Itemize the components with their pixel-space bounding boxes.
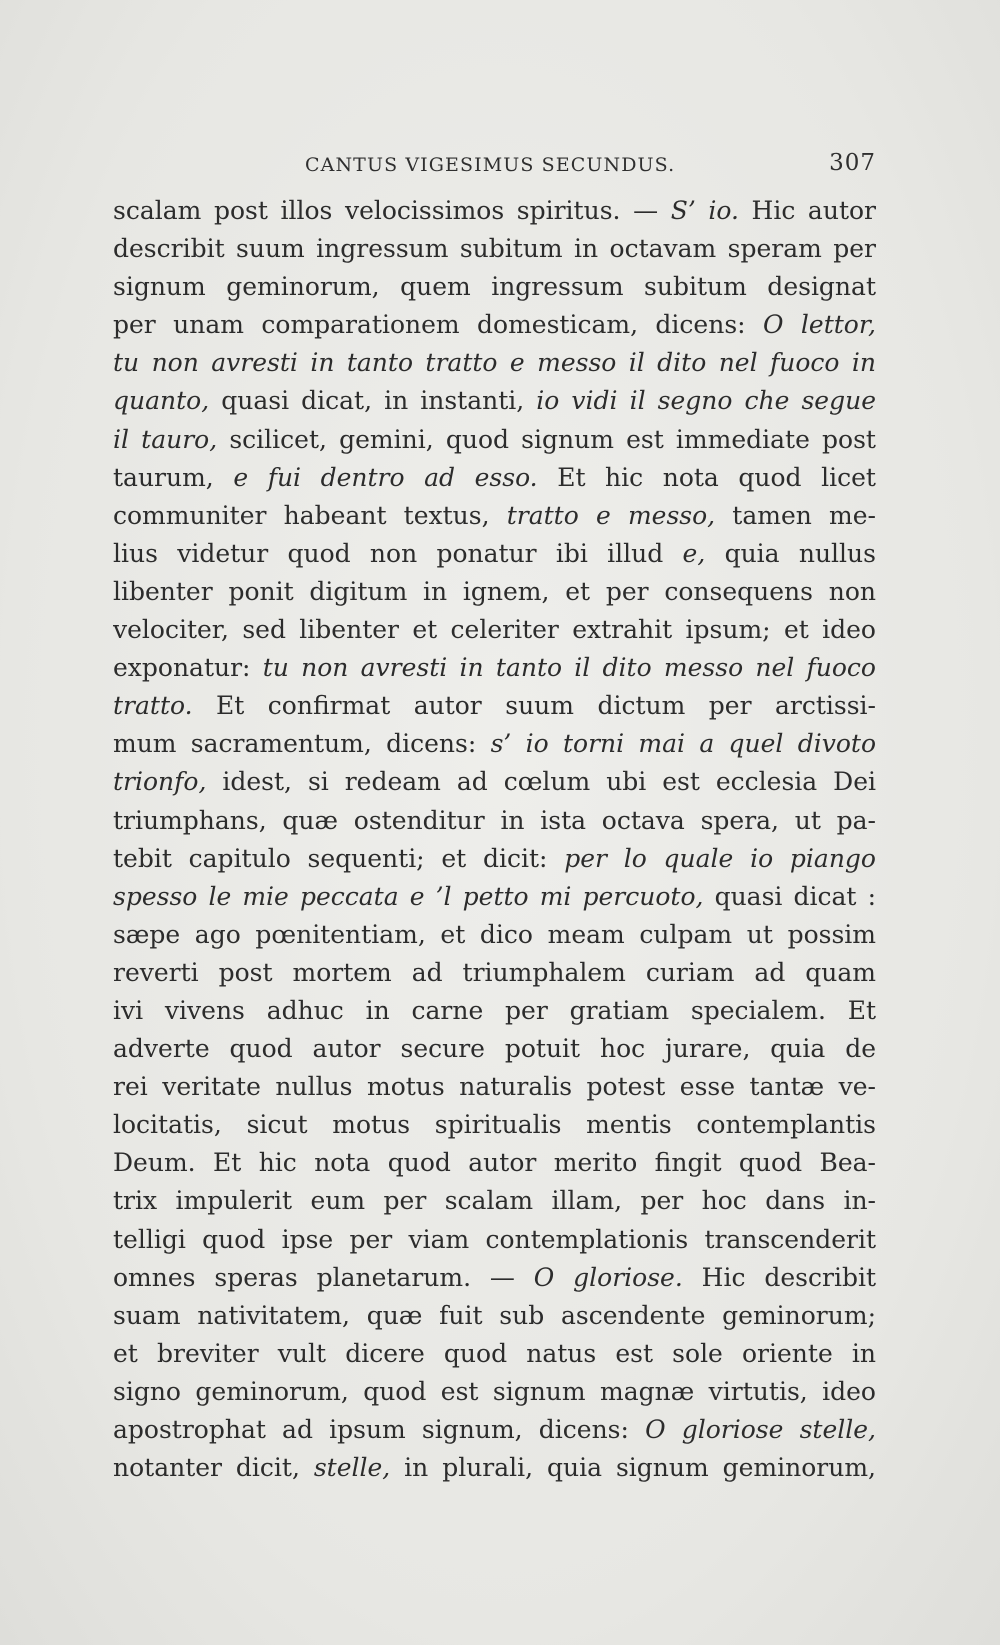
text-segment: apostrophat ad ipsum signum, dicens: [113, 1415, 646, 1444]
text-segment: omnes speras planetarum. — [113, 1262, 534, 1292]
text-line [113, 1373, 876, 1411]
text-line [113, 1335, 876, 1373]
text-segment: adverte quod autor secure potuit hoc jurare, quia de [113, 1034, 876, 1064]
italic-segment: e fui dentro ad esso. [233, 462, 538, 492]
text-line [113, 1106, 876, 1144]
text-line [113, 230, 876, 268]
text-segment: describit suum ingressum subitum in octavam speram per [113, 234, 876, 264]
text-line [113, 916, 876, 954]
text-line [113, 382, 876, 420]
text-segment: signo geminorum, quod est signum magnæ virtutis, ideo [113, 1376, 876, 1406]
text-segment: exponatur: [113, 653, 263, 683]
text-segment: Et hic nota quod licet [537, 462, 876, 492]
text-segment: mum sacramentum, dicens: [113, 729, 491, 759]
text-line [113, 992, 876, 1030]
text-segment: et breviter vult dicere quod natus est sole oriente in [113, 1338, 876, 1368]
text-segment: scilicet, gemini, quod signum est immediate post [217, 424, 876, 454]
italic-segment: e, [682, 538, 706, 568]
text-line [113, 1030, 876, 1068]
text-segment: lius videtur quod non ponatur ibi illud [113, 538, 683, 568]
text-segment: telligi quod ipse per viam contemplationis transcenderit [113, 1224, 876, 1254]
running-header [113, 146, 876, 186]
text-line [113, 1297, 876, 1335]
text-segment: tebit capitulo sequenti; et dicit: [113, 843, 565, 873]
text-line [113, 725, 876, 763]
italic-segment: io vidi il segno che segue [536, 386, 876, 416]
text-segment: Et confirmat autor suum dictum per arctissi- [192, 691, 876, 721]
text-line [113, 878, 876, 916]
text-segment: sæpe ago pœnitentiam, et dico meam culpam ut possim [113, 919, 876, 949]
text-line [113, 649, 876, 687]
text-line [113, 1068, 876, 1106]
text-line [113, 1449, 876, 1487]
text-line [113, 344, 876, 382]
text-line [113, 192, 876, 230]
text-segment: ivi vivens adhuc in carne per gratiam specialem. Et [113, 995, 876, 1025]
text-line [113, 1259, 876, 1297]
text-segment: Hic describit [682, 1262, 876, 1292]
text-line [113, 1144, 876, 1182]
text-segment: suam nativitatem, quæ fuit sub ascendente geminorum; [113, 1300, 876, 1330]
text-segment: libenter ponit digitum in ignem, et per consequens non [113, 576, 876, 606]
italic-segment: O gloriose. [533, 1262, 683, 1292]
text-segment: scalam post illos velocissimos spiritus. — [113, 196, 671, 225]
text-line [113, 421, 876, 459]
text-segment: taurum, [113, 462, 234, 492]
text-line [113, 687, 876, 725]
italic-segment: stelle, [313, 1453, 391, 1483]
italic-segment: tu non avresti in tanto tratto e messo il dito nel fuoco in [113, 348, 876, 378]
text-line [113, 611, 876, 649]
body-text [113, 192, 876, 1487]
text-segment: reverti post mortem ad triumphalem curiam ad quam [113, 957, 876, 987]
text-segment: triumphans, quæ ostenditur in ista octava spera, ut pa- [113, 805, 876, 835]
text-line [113, 268, 876, 306]
text-segment: notanter dicit, [113, 1453, 314, 1483]
italic-segment: O gloriose stelle, [645, 1415, 876, 1444]
italic-segment: tratto e messo, [506, 500, 716, 530]
text-segment: in plurali, quia signum geminorum, [390, 1453, 876, 1483]
italic-segment: s’ io torni mai a quel divoto [490, 729, 876, 759]
text-line [113, 306, 876, 344]
text-line [113, 535, 876, 573]
text-line [113, 954, 876, 992]
text-line [113, 573, 876, 611]
italic-segment: quanto, [113, 386, 210, 416]
text-segment: rei veritate nullus motus naturalis potest esse tantæ ve- [113, 1072, 876, 1102]
italic-segment: S’ io. [670, 196, 739, 225]
text-segment: Hic autor [738, 196, 876, 225]
text-segment: Deum. Et hic nota quod autor merito fingit quod Bea- [113, 1148, 876, 1178]
text-line [113, 802, 876, 840]
text-line [113, 1221, 876, 1259]
text-segment: velociter, sed libenter et celeriter extrahit ipsum; et ideo [113, 615, 876, 645]
text-segment: tamen me- [715, 500, 876, 530]
text-line [113, 459, 876, 497]
text-segment: quia nullus [705, 538, 876, 568]
text-segment: signum geminorum, quem ingressum subitum designat [113, 272, 876, 302]
text-line [113, 1182, 876, 1220]
italic-segment: O lettor, [763, 310, 876, 340]
text-segment: idest, si redeam ad cœlum ubi est ecclesia Dei [206, 767, 876, 797]
running-title: CANTUS VIGESIMUS SECUNDUS. [305, 154, 676, 176]
italic-segment: tratto. [113, 691, 193, 721]
text-line [113, 763, 876, 801]
italic-segment: trionfo, [113, 767, 207, 797]
text-segment: quasi dicat : [703, 881, 876, 911]
text-segment: locitatis, sicut motus spiritualis mentis contemplantis [113, 1110, 876, 1140]
italic-segment: spesso le mie peccata e ’l petto mi percuoto, [113, 881, 704, 911]
text-segment: quasi dicat, in instanti, [209, 386, 537, 416]
italic-segment: il tauro, [113, 424, 218, 454]
italic-segment: tu non avresti in tanto il dito messo nel fuoco [262, 653, 876, 683]
text-line [113, 1411, 876, 1449]
page-number: 307 [829, 150, 876, 176]
text-line [113, 497, 876, 535]
text-segment: communiter habeant textus, [113, 500, 507, 530]
text-segment: trix impulerit eum per scalam illam, per hoc dans in- [113, 1186, 876, 1216]
text-segment: per unam comparationem domesticam, dicens: [113, 310, 763, 340]
italic-segment: per lo quale io piango [564, 843, 876, 873]
text-line [113, 840, 876, 878]
